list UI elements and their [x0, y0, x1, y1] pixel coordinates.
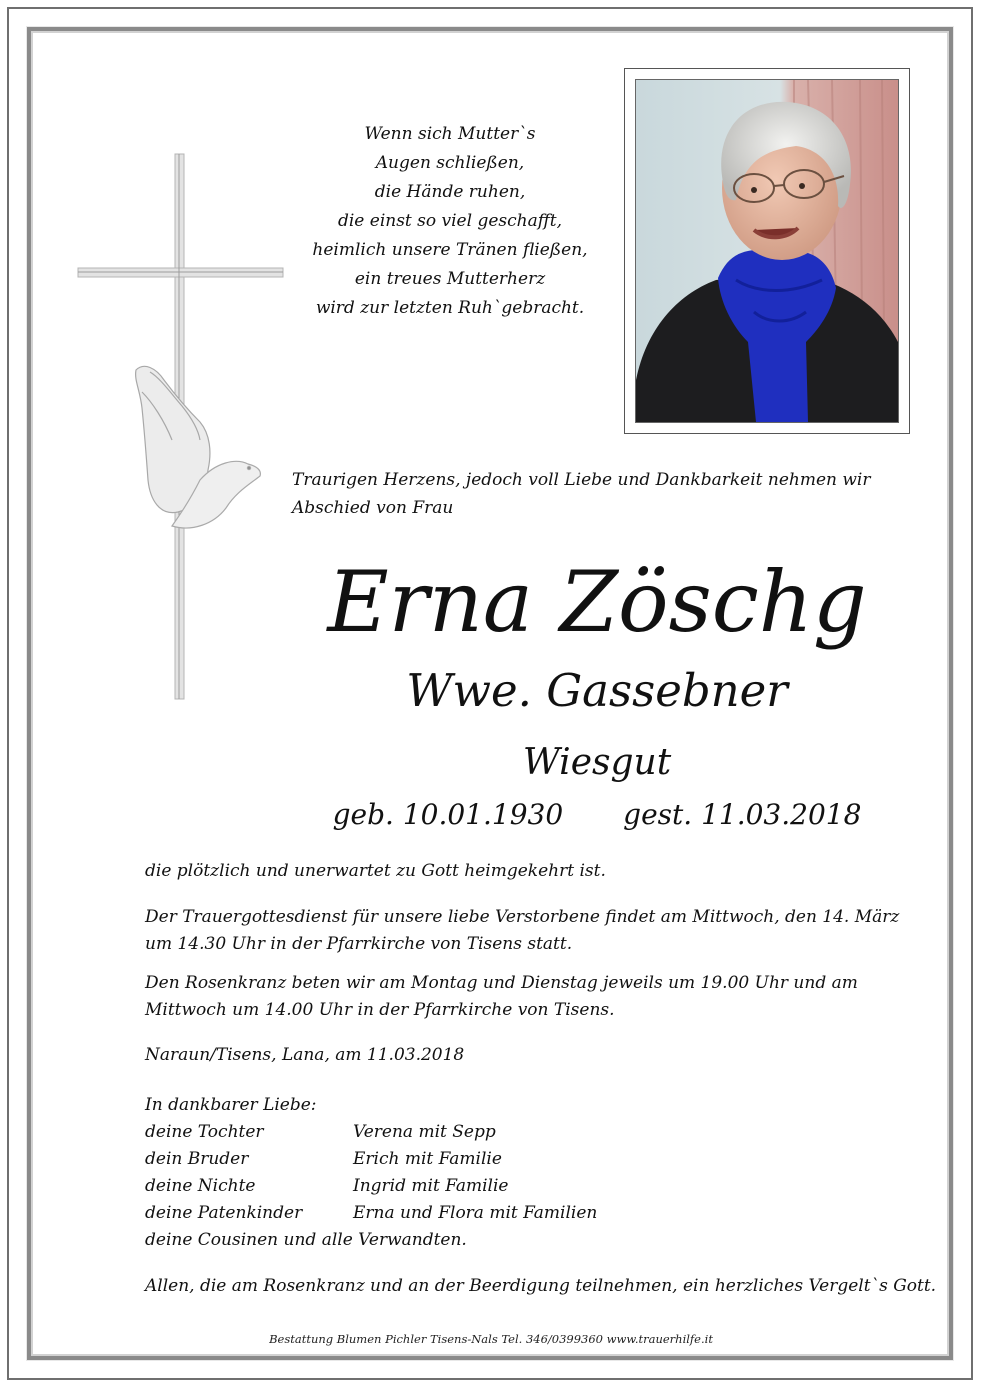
- mourners-heading: In dankbarer Liebe:: [145, 1095, 317, 1115]
- mourner-row: [145, 1173, 925, 1200]
- widow-name: Wwe. Gassebner: [406, 664, 788, 717]
- mourner-row: [145, 1200, 925, 1227]
- poem-line: Augen schließen,: [375, 153, 525, 173]
- death-date: gest. 11.03.2018: [623, 798, 862, 831]
- paragraph-rosary: [145, 970, 925, 1024]
- poem-line: die einst so viel geschafft,: [337, 211, 563, 231]
- mourner-role: deine Patenkinder: [145, 1203, 303, 1223]
- mourner-row: [145, 1146, 925, 1173]
- poem-line: wird zur letzten Ruh`gebracht.: [315, 298, 585, 318]
- mourner-role: deine Nichte: [145, 1176, 256, 1196]
- mourner-role: dein Bruder: [145, 1149, 249, 1169]
- mourner-names: Verena mit Sepp: [353, 1122, 496, 1142]
- paragraph-line: Mittwoch um 14.00 Uhr in der Pfarrkirche von Tisens.: [145, 1000, 615, 1020]
- photo-frame: [624, 68, 910, 434]
- paragraph-line: um 14.30 Uhr in der Pfarrkirche von Tisens statt.: [145, 934, 573, 954]
- birth-date: geb. 10.01.1930: [332, 798, 564, 831]
- paragraph-line: Naraun/Tisens, Lana, am 11.03.2018: [145, 1045, 465, 1065]
- intro-text: [292, 466, 912, 522]
- poem-line: ein treues Mutterherz: [354, 269, 546, 289]
- farm-name: Wiesgut: [522, 742, 672, 783]
- paragraph-funeral: [145, 904, 925, 958]
- paragraph-return: [145, 858, 925, 885]
- paragraph-line: Der Trauergottesdienst für unsere liebe Verstorbene findet am Mittwoch, den 14. März: [145, 907, 900, 927]
- mourner-row: [145, 1119, 925, 1146]
- mourner-names: Ingrid mit Familie: [353, 1176, 509, 1196]
- place-date: [145, 1042, 925, 1069]
- mourner-names: Erich mit Familie: [353, 1149, 502, 1169]
- mourner-role: deine Tochter: [145, 1122, 264, 1142]
- cross-with-praying-hands-icon: [60, 140, 300, 720]
- poem-line: Wenn sich Mutter`s: [364, 124, 536, 144]
- funeral-home-footer: Bestattung Blumen Pichler Tisens-Nals Tel. 346/0399360 www.trauerhilfe.it: [269, 1332, 713, 1346]
- mourner-names: Erna und Flora mit Familien: [353, 1203, 598, 1223]
- intro-line: Traurigen Herzens, jedoch voll Liebe und Dankbarkeit nehmen wir: [292, 470, 871, 490]
- thanks-text: Allen, die am Rosenkranz und an der Beerdigung teilnehmen, ein herzliches Vergelt`s Gott.: [145, 1276, 937, 1296]
- paragraph-line: die plötzlich und unerwartet zu Gott heimgekehrt ist.: [145, 861, 606, 881]
- intro-line: Abschied von Frau: [292, 498, 454, 518]
- paragraph-line: Den Rosenkranz beten wir am Montag und Dienstag jeweils um 19.00 Uhr und am: [145, 973, 858, 993]
- poem-line: die Hände ruhen,: [374, 182, 526, 202]
- mourners-list: [145, 1092, 925, 1254]
- deceased-name: Erna Zöschg: [327, 553, 867, 651]
- mourners-closing: deine Cousinen und alle Verwandten.: [145, 1230, 467, 1250]
- portrait-photo: [635, 79, 899, 423]
- life-dates: [292, 794, 902, 836]
- poem: [300, 120, 600, 323]
- poem-line: heimlich unsere Tränen fließen,: [312, 240, 588, 260]
